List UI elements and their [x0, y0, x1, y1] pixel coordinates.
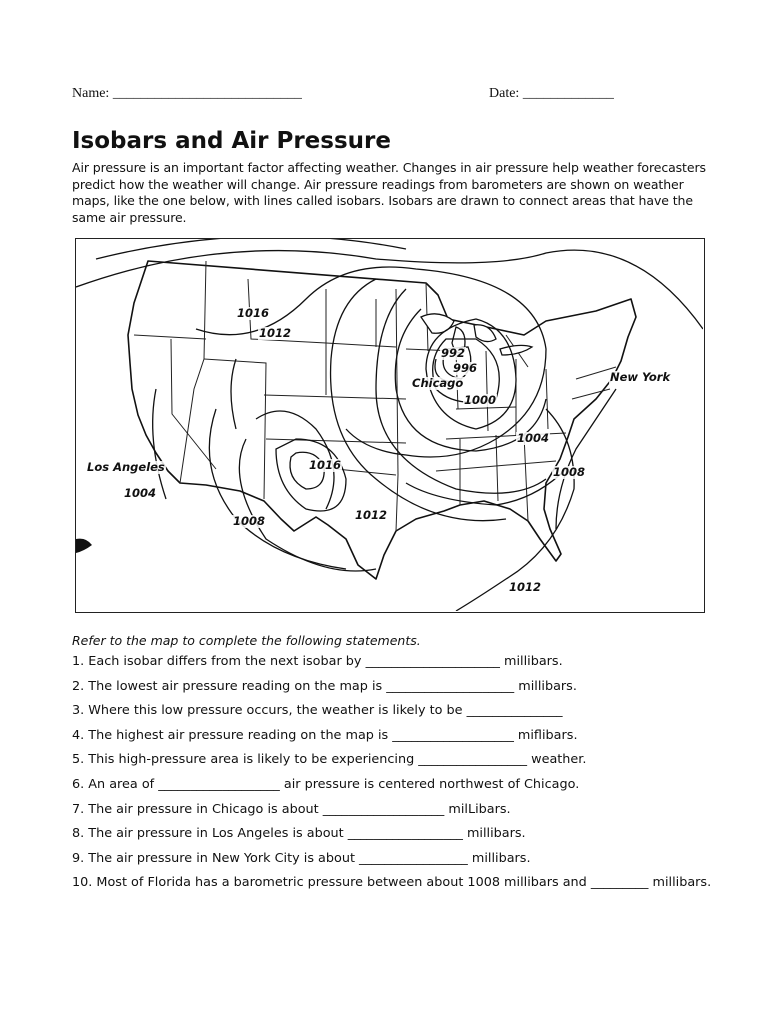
map-edge-mark [76, 539, 92, 553]
isobar-line [153, 389, 166, 499]
isobar-label: 1012 [355, 508, 388, 522]
instructions: Refer to the map to complete the following statements. [72, 633, 421, 648]
question-item: 4. The highest air pressure reading on the map is ___________________ miflibars. [72, 727, 578, 743]
us-map-drawing [76, 239, 703, 611]
question-item: 5. This high-pressure area is likely to be experiencing _________________ weather. [72, 752, 587, 768]
question-item: 7. The air pressure in Chicago is about ___________________ milLibars. [72, 801, 511, 817]
worksheet-title: Isobars and Air Pressure [72, 128, 391, 154]
isobar-line [406, 469, 566, 505]
date-field-line: Date: _____________ [489, 86, 614, 101]
city-label-los-angeles: Los Angeles [87, 460, 165, 474]
isobar-weather-map [75, 238, 705, 613]
isobar-label: 1016 [309, 458, 342, 472]
isobar-label: 992 [441, 346, 466, 360]
name-field-line: Name: ___________________________ [72, 86, 302, 101]
great-lakes [421, 314, 454, 333]
isobar-label: 996 [453, 361, 478, 375]
city-label-new-york: New York [610, 370, 671, 384]
question-item: 2. The lowest air pressure reading on the map is ____________________ millibars. [72, 678, 577, 694]
question-item: 10. Most of Florida has a barometric pressure between about 1008 millibars and _________ millibars. [72, 875, 712, 891]
isobar-line [376, 289, 546, 493]
isobar-label: 1008 [553, 465, 586, 479]
question-list [72, 650, 712, 895]
isobar-line [276, 439, 346, 511]
isobar-line [556, 389, 616, 529]
isobar-line [76, 250, 703, 329]
question-item: 9. The air pressure in New York City is about _________________ millibars. [72, 850, 531, 866]
isobar-label: 1008 [233, 514, 266, 528]
isobar-label: 1004 [124, 486, 157, 500]
us-outline [128, 261, 636, 579]
isobar-label: 1000 [464, 393, 497, 407]
isobar-label: 1016 [237, 306, 270, 320]
isobar-line [231, 359, 236, 429]
isobar-label: 1004 [517, 431, 550, 445]
question-item: 3. Where this low pressure occurs, the weather is likely to be _______________ [72, 703, 563, 719]
question-item: 1. Each isobar differs from the next isobar by _____________________ millibars. [72, 654, 563, 669]
question-item: 8. The air pressure in Los Angeles is about __________________ millibars. [72, 826, 526, 842]
isobar-label: 1012 [259, 326, 292, 340]
isobar-label: 1012 [509, 580, 542, 594]
question-item: 6. An area of ___________________ air pressure is centered northwest of Chicago. [72, 776, 580, 792]
intro-paragraph: Air pressure is an important factor affecting weather. Changes in air pressure help weather forecasters predict how the weather will change. Air pressure readings from barometers are shown on weather maps, like the one below, with lines called isobars. Isobars are drawn to connect areas that have the same air pressure. [72, 160, 706, 225]
city-label-chicago: Chicago [412, 376, 464, 390]
